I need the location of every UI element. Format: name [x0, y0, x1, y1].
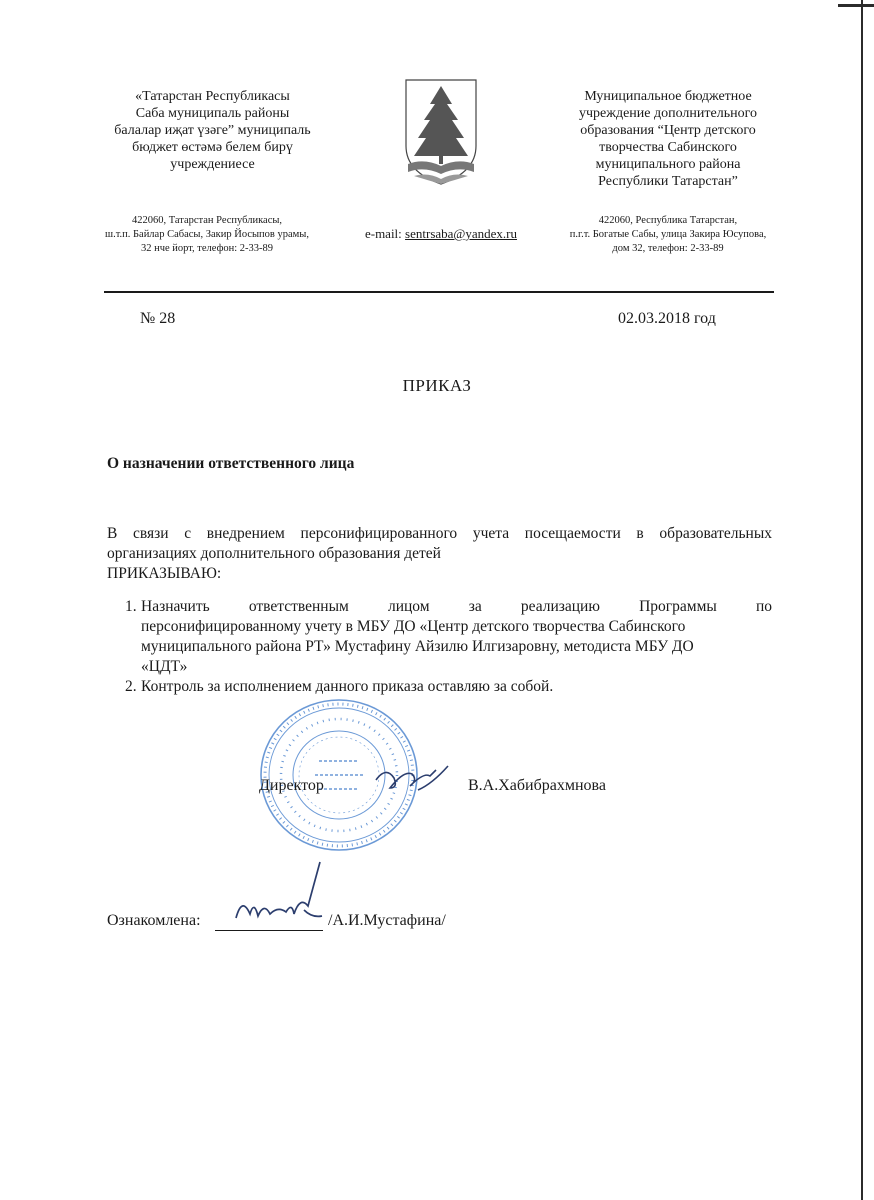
address-line: п.г.т. Богатые Сабы, улица Закира Юсупова,	[569, 229, 767, 240]
acknowledgement-name: /А.И.Мустафина/	[328, 912, 446, 929]
acknowledgement-signature	[228, 856, 328, 936]
letterhead-line: творчества Сабинского	[599, 140, 737, 155]
scan-edge-corner	[838, 4, 874, 7]
letterhead-line: Саба муниципаль районы	[135, 106, 290, 121]
document-date: 02.03.2018 год	[618, 310, 716, 327]
list-item	[107, 597, 772, 677]
director-signature	[372, 758, 452, 798]
header-divider	[104, 291, 774, 293]
address-line: ш.т.п. Байлар Сабасы, Закир Йосыпов урамы,	[105, 229, 309, 240]
document-body	[107, 524, 772, 584]
email-label: e-mail:	[364, 226, 406, 241]
email-contact	[346, 226, 536, 242]
letterhead-tatar	[95, 88, 330, 173]
letterhead-line: бюджет өстәмә белем бирү	[132, 140, 293, 155]
letterhead-line: образования “Центр детского	[580, 123, 756, 138]
list-item-line: «ЦДТ»	[141, 658, 188, 675]
intro-line: В связи с внедрением персонифицированного учета посещаемости в образовательных	[107, 525, 772, 542]
address-line: дом 32, телефон: 2-33-89	[612, 243, 724, 254]
order-items	[107, 597, 772, 697]
letterhead-line: «Татарстан Республикасы	[135, 89, 290, 104]
list-item-line: персонифицированному учету в МБУ ДО «Центр детского творчества Сабинского	[141, 618, 686, 635]
address-line: 422060, Республика Татарстан,	[598, 215, 738, 226]
list-item-number: 2.	[125, 678, 137, 695]
document-title: ПРИКАЗ	[402, 376, 472, 395]
letterhead-line: балалар иҗат үзәге” муниципаль	[114, 123, 311, 138]
letterhead-russian	[548, 88, 788, 190]
order-word: ПРИКАЗЫВАЮ:	[107, 565, 222, 582]
list-item	[107, 677, 772, 697]
director-name: В.А.Хабибрахмнова	[468, 777, 606, 794]
list-item-line: муниципального района РТ» Мустафину Айзилю Илгизаровну, методиста МБУ ДО	[141, 638, 694, 655]
list-item-line: Контроль за исполнением данного приказа оставляю за собой.	[141, 678, 554, 695]
letterhead-line: учреждениесе	[170, 157, 255, 172]
director-role: Директор	[259, 777, 324, 794]
list-item-number: 1.	[125, 598, 137, 615]
letterhead-line: Муниципальное бюджетное	[584, 89, 752, 104]
scan-edge	[861, 0, 863, 1200]
address-tatar	[78, 214, 336, 256]
address-line: 422060, Татарстан Республикасы,	[131, 215, 283, 226]
signature-line	[215, 930, 323, 931]
letterhead-line: муниципального района	[595, 157, 741, 172]
email-link[interactable]: sentrsaba@yandex.ru	[405, 226, 518, 241]
list-item-line: Назначить ответственным лицом за реализацию Программы по	[141, 598, 772, 615]
document-number: № 28	[140, 310, 176, 327]
intro-line: организациях дополнительного образования детей	[107, 545, 441, 562]
document-subject: О назначении ответственного лица	[107, 455, 355, 472]
address-line: 32 нче йорт, телефон: 2-33-89	[140, 243, 274, 254]
letterhead-line: учреждение дополнительного	[579, 106, 757, 121]
acknowledgement-label: Ознакомлена:	[107, 912, 201, 929]
coat-of-arms-fir-tree-icon	[400, 76, 482, 186]
letterhead-line: Республики Татарстан”	[598, 174, 738, 189]
address-russian	[548, 214, 788, 256]
